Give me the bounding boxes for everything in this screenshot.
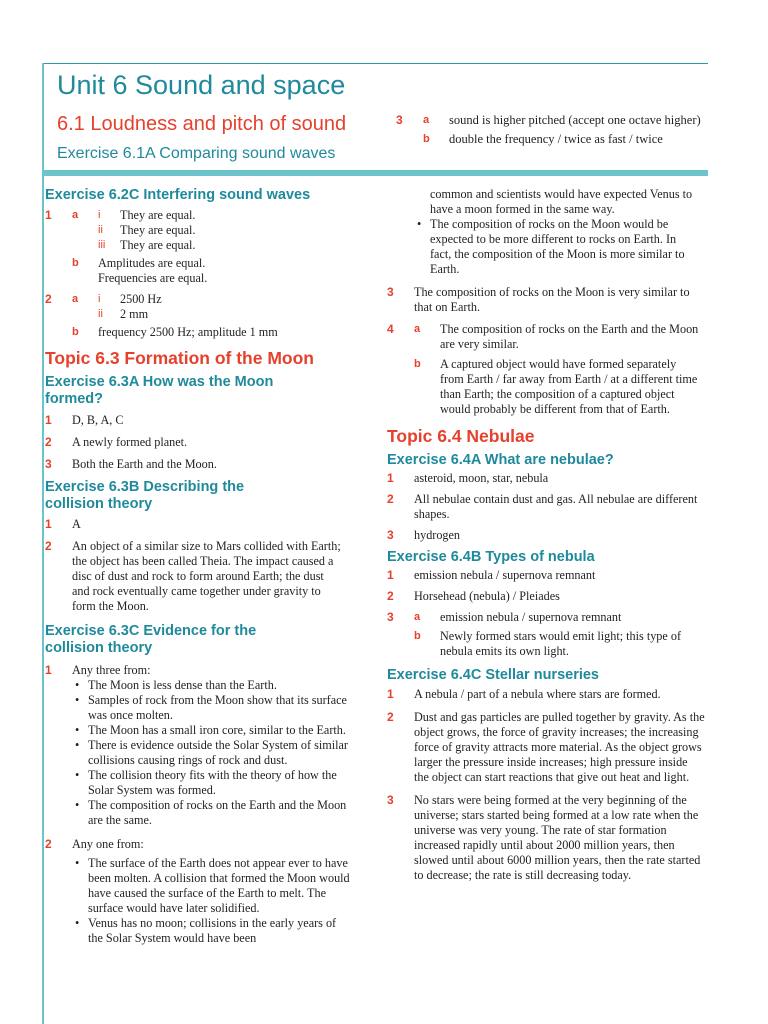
question-number: 2	[45, 539, 52, 553]
answer-b	[414, 357, 705, 417]
answer-text: common and scientists would have expected Venus to have a moon formed in the same way.	[430, 187, 693, 216]
list-item: • The Moon is less dense than the Earth.	[72, 678, 353, 693]
answer-text: hydrogen	[414, 528, 461, 542]
answer-ii	[98, 223, 353, 238]
answer-a	[72, 292, 353, 322]
question-number: 3	[396, 113, 403, 127]
question-3	[387, 793, 705, 883]
answer-text: A	[72, 517, 81, 531]
lesson-title: 6.1 Loudness and pitch of sound	[57, 113, 347, 135]
answer-i	[98, 292, 353, 307]
answer-text: A nebula / part of a nebula where stars are formed.	[414, 687, 661, 701]
list-item: • The composition of rocks on the Moon would be expected to be more different to rocks on Earth. In fact, the composition of the Moon is more similar to Earth.	[414, 217, 690, 277]
answer-text: sound is higher pitched (accept one octave higher)	[449, 113, 701, 127]
question-number: 1	[387, 687, 394, 701]
question-number: 3	[387, 285, 394, 299]
section-divider-band	[42, 170, 708, 176]
answer-text: A captured object would have formed separately from Earth / far away from Earth / at a different time than Earth; the composition of a captured object would probably be different from that of Earth.	[440, 357, 698, 416]
part-letter: b	[72, 326, 79, 338]
question-2	[45, 435, 353, 450]
topic-6-3-title: Topic 6.3 Formation of the Moon	[45, 348, 314, 368]
exercise-6-3c-title: Exercise 6.3C Evidence for the collision theory	[45, 623, 257, 656]
part-letter: b	[423, 133, 430, 145]
answer-text: 2500 Hz	[120, 292, 162, 306]
question-number: 1	[45, 663, 52, 677]
question-3	[387, 528, 705, 543]
evidence-list	[72, 678, 353, 828]
answer-a	[72, 208, 353, 253]
unit-title: Unit 6 Sound and space	[57, 70, 346, 100]
answer-text: double the frequency / twice as fast / twice	[449, 132, 663, 146]
question-2	[45, 539, 353, 614]
answer-text: All nebulae contain dust and gas. All nebulae are different shapes.	[414, 492, 698, 521]
answer-text: Horsehead (nebula) / Pleiades	[414, 589, 560, 603]
roman-numeral: i	[98, 209, 101, 221]
question-number: 2	[387, 589, 394, 603]
answer-text: No stars were being formed at the very beginning of the universe; stars started being formed at a low rate when the universe was very young. The rate of star formation increased rapidly until about 2000 million years, then slowed until about 6000 million years, then the rate started to decrease; the rate is still decreasing today.	[414, 793, 701, 882]
answer-text: D, B, A, C	[72, 413, 124, 427]
exercise-6-4a-title: Exercise 6.4A What are nebulae?	[387, 452, 614, 468]
top-rule	[42, 63, 708, 64]
question-3	[45, 457, 353, 472]
answer-text: Newly formed stars would emit light; this type of nebula emits its own light.	[440, 629, 682, 658]
answer-text: asteroid, moon, star, nebula	[414, 471, 549, 485]
exercise-6-4c-title: Exercise 6.4C Stellar nurseries	[387, 667, 599, 683]
list-item: • Samples of rock from the Moon show that its surface was once molten.	[72, 693, 353, 723]
answer-ii	[98, 307, 353, 322]
question-1	[387, 687, 705, 702]
evidence-list	[72, 856, 353, 946]
exercise-6-3b-title: Exercise 6.3B Describing the collision theory	[45, 479, 245, 512]
answer-text: emission nebula / supernova remnant	[414, 568, 596, 582]
question-number: 3	[387, 610, 394, 624]
part-letter: b	[414, 358, 421, 370]
exercise-6-4b-title: Exercise 6.4B Types of nebula	[387, 549, 595, 565]
part-letter: b	[72, 257, 79, 269]
roman-numeral: ii	[98, 308, 103, 320]
continued-list	[414, 217, 705, 277]
question-4	[387, 322, 705, 417]
question-3	[387, 610, 705, 659]
question-number: 2	[387, 492, 394, 506]
question-number: 4	[387, 322, 394, 336]
answer-a	[423, 113, 708, 128]
answer-text: They are equal.	[120, 238, 196, 252]
question-1	[45, 413, 353, 428]
left-column	[45, 187, 353, 946]
question-2	[45, 292, 353, 340]
answer-text: frequency 2500 Hz; amplitude 1 mm	[98, 325, 278, 339]
part-letter: a	[72, 293, 79, 305]
question-2	[45, 837, 353, 946]
question-number: 3	[387, 528, 394, 542]
answer-b	[423, 132, 708, 147]
exercise-6-1a-title: Exercise 6.1A Comparing sound waves	[57, 145, 336, 162]
right-column	[387, 187, 705, 883]
answer-i	[98, 208, 353, 223]
list-item: • Venus has no moon; collisions in the early years of the Solar System would have been	[72, 916, 353, 946]
answer-a	[414, 322, 705, 352]
exercise-6-3a-title: Exercise 6.3A How was the Moon formed?	[45, 374, 274, 407]
answer-text: The composition of rocks on the Earth and the Moon are very similar.	[440, 322, 699, 351]
answer-text: An object of a similar size to Mars collided with Earth; the object has been called Theia. The impact caused a disc of dust and rock to form around Earth; the dust and rock eventually came together under gravity to form the Moon.	[72, 539, 341, 613]
list-item: • The surface of the Earth does not appear ever to have been molten. A collision that formed the Moon would have caused the surface of the Earth to melt. The surface would have later solidified.	[72, 856, 353, 916]
answer-text: 2 mm	[120, 307, 149, 321]
question-number: 1	[45, 413, 52, 427]
answer-a	[414, 610, 705, 625]
part-letter: a	[414, 323, 421, 335]
answer-b	[414, 629, 705, 659]
answer-text: Dust and gas particles are pulled together by gravity. As the object grows, the force of gravity increases; the increasing force of gravity attracts more material. As the object grows larger the pressure inside increases; high pressure inside the object can start reactions that give out heat and light.	[414, 710, 705, 784]
question-number: 2	[387, 710, 394, 724]
list-item: • The Moon has a small iron core, similar to the Earth.	[72, 723, 353, 738]
roman-numeral: ii	[98, 224, 103, 236]
question-number: 1	[387, 568, 394, 582]
continued-answer	[387, 187, 705, 277]
left-margin-rule	[42, 63, 44, 1024]
question-3	[396, 113, 708, 147]
answer-text: Frequencies are equal.	[98, 271, 208, 285]
roman-numeral: iii	[98, 239, 106, 251]
exercise-6-2c-title: Exercise 6.2C Interfering sound waves	[45, 187, 311, 203]
question-2	[387, 589, 705, 604]
question-1	[387, 471, 705, 486]
question-1	[45, 663, 353, 828]
question-2	[387, 710, 705, 785]
part-letter: a	[423, 114, 430, 126]
question-number: 1	[387, 471, 394, 485]
question-1	[387, 568, 705, 583]
list-item: • The composition of rocks on the Earth and the Moon are the same.	[72, 798, 353, 828]
answer-text: emission nebula / supernova remnant	[440, 610, 622, 624]
list-item: • There is evidence outside the Solar System of similar collisions causing rings of rock and dust.	[72, 738, 353, 768]
answer-intro: Any one from:	[72, 837, 144, 851]
answer-b	[72, 325, 353, 340]
part-letter: b	[414, 630, 421, 642]
answer-b	[72, 256, 353, 286]
answer-text: The composition of rocks on the Moon is very similar to that on Earth.	[414, 285, 690, 314]
answer-text: Amplitudes are equal.	[98, 256, 206, 270]
header-q3-block	[396, 113, 708, 147]
question-1	[45, 208, 353, 286]
question-number: 3	[45, 457, 52, 471]
answer-text: They are equal.	[120, 223, 196, 237]
question-number: 1	[45, 517, 52, 531]
answer-intro: Any three from:	[72, 663, 151, 677]
question-number: 2	[45, 292, 52, 306]
list-item: • The collision theory fits with the theory of how the Solar System was formed.	[72, 768, 353, 798]
part-letter: a	[414, 611, 421, 623]
part-letter: a	[72, 209, 79, 221]
answer-text: Both the Earth and the Moon.	[72, 457, 217, 471]
question-3	[387, 285, 705, 315]
answer-iii	[98, 238, 353, 253]
question-1	[45, 517, 353, 532]
roman-numeral: i	[98, 293, 101, 305]
question-number: 2	[45, 837, 52, 851]
question-number: 3	[387, 793, 394, 807]
question-number: 1	[45, 208, 52, 222]
question-2	[387, 492, 705, 522]
answer-text: A newly formed planet.	[72, 435, 188, 449]
answer-text: They are equal.	[120, 208, 196, 222]
topic-6-4-title: Topic 6.4 Nebulae	[387, 426, 535, 446]
question-number: 2	[45, 435, 52, 449]
